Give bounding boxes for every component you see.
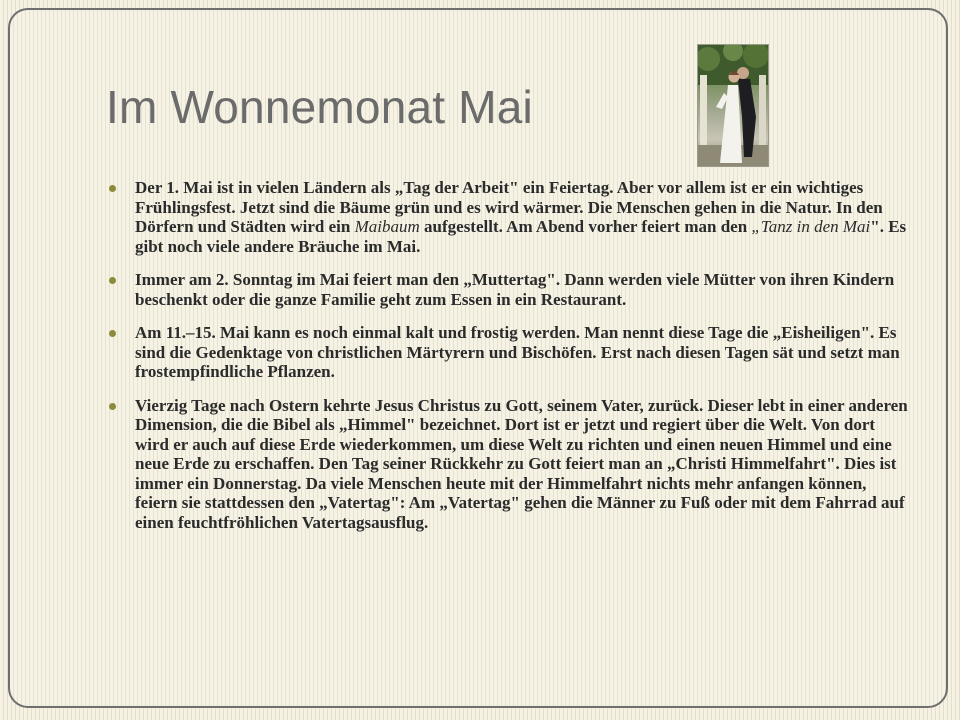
bullet-text [135, 178, 906, 256]
bullet-text-italic: Maibaum [354, 217, 420, 236]
bullet-text: Am 11.–15. Mai kann es noch einmal kalt und frostig werden. Man nennt diese Tage die „Eisheiligen". Es sind die Gedenktage von christlichen Märtyrern und Bischöfen. Erst nach diesen Tagen sät und setzt man frostempfindliche Pflanzen. [135, 323, 900, 381]
bullet-point-icon [109, 330, 116, 337]
bullet-point-icon [109, 185, 116, 192]
bullet-text-segment: Der 1. Mai ist in vielen Ländern als „Tag der Arbeit" ein Feiertag. Aber vor allem ist er ein wichtiges Frühlingsfest. Jetzt sind die Bäume grün und es wird wärmer. Die Menschen gehen in die Natur. In den Dörfern und Städten wird ein [135, 178, 883, 236]
slide-title: Im Wonnemonat Mai [106, 81, 533, 133]
bullet-item [106, 270, 912, 309]
bullet-text-segment: ". Es gibt noch viele andere Bräuche im Mai. [135, 217, 907, 256]
bullet-item [106, 396, 912, 533]
bullet-point-icon [109, 403, 116, 410]
wedding-couple-photo [697, 44, 769, 167]
bullet-item [106, 178, 912, 256]
bullet-text: Immer am 2. Sonntag im Mai feiert man den „Muttertag". Dann werden viele Mütter von ihren Kindern beschenkt oder die ganze Familie geht zum Essen in ein Restaurant. [135, 270, 895, 309]
bullet-text-italic: „Tanz in den Mai [751, 217, 871, 236]
bullet-text-segment: aufgestellt. Am Abend vorher feiert man den [419, 217, 752, 236]
bullet-point-icon [109, 277, 116, 284]
bullet-item [106, 323, 912, 382]
bullet-text: Vierzig Tage nach Ostern kehrte Jesus Christus zu Gott, seinem Vater, zurück. Dieser lebt in einer anderen Dimension, die die Bibel als „Himmel" bezeichnet. Dort ist er jetzt und regiert über die Welt. Von dort wird er auch auf diese Erde wiederkommen, um diese Welt zu richten und einen neuen Himmel und eine neue Erde zu erschaffen. Den Tag seiner Rückkehr zu Gott feiert man an „Christi Himmelfahrt". Dies ist immer ein Donnerstag. Da viele Menschen heute mit der Himmelfahrt nichts mehr anfangen können, feiern sie stattdessen den „Vatertag": Am „Vatertag" gehen die Männer zu Fuß oder mit dem Fahrrad auf einen feuchtfröhlichen Vatertagsausflug. [135, 395, 908, 532]
bullet-list [106, 178, 912, 546]
